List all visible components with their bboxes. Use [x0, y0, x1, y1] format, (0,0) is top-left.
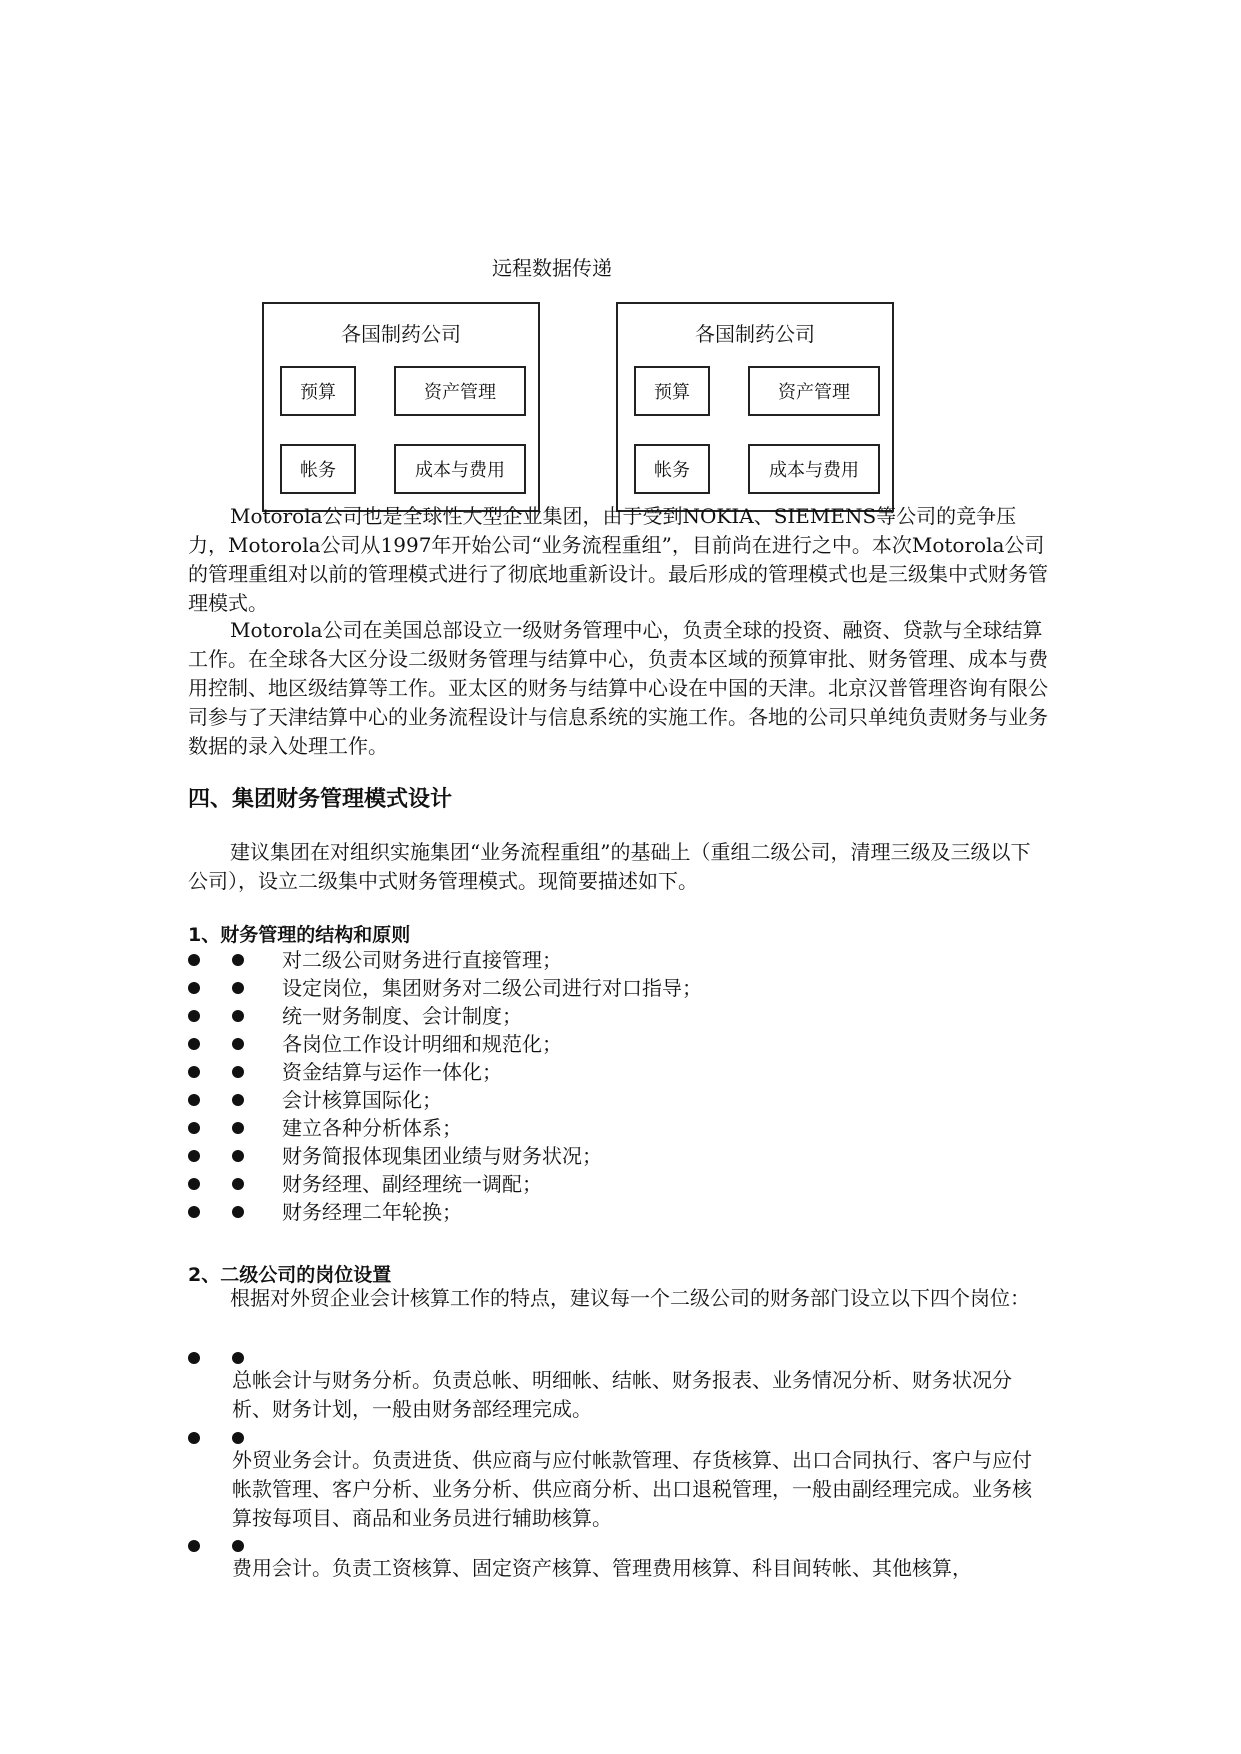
- list-item-text: 财务经理二年轮换；: [282, 1200, 462, 1224]
- position-description: 费用会计。负责工资核算、固定资产核算、管理费用核算、科目间转帐、其他核算，: [232, 1556, 972, 1580]
- position-description: 外贸业务会计。负责进货、供应商与应付帐款管理、存货核算、出口合同执行、客户与应付帐款管理、客户分析、业务分析、供应商分析、出口退税管理，一般由副经理完成。业务核算按每项目、商品和业务员进行辅助核算。: [232, 1448, 1032, 1530]
- section-intro: 建议集团在对组织实施集团“业务流程重组”的基础上（重组二级公司，清理三级及三级以下公司），设立二级集中式财务管理模式。现简要描述如下。: [188, 840, 1031, 893]
- bullet-icon: [232, 1352, 244, 1364]
- bullet-icon: [188, 1122, 200, 1134]
- company-box-left: [262, 302, 540, 512]
- module-cost-expense: 成本与费用: [394, 444, 526, 494]
- bullet-icon: [188, 1432, 200, 1444]
- module-budget: 预算: [634, 366, 710, 416]
- list-item-text: 财务简报体现集团业绩与财务状况；: [282, 1144, 602, 1168]
- paragraph-motorola-2: Motorola公司在美国总部设立一级财务管理中心，负责全球的投资、融资、贷款与全球结算工作。在全球各大区分设二级财务管理与结算中心，负责本区域的预算审批、财务管理、成本与费用控制、地区级结算等工作。亚太区的财务与结算中心设在中国的天津。北京汉普管理咨询有限公司参与了天津结算中心的业务流程设计与信息系统的实施工作。各地的公司只单纯负责财务与业务数据的录入处理工作。: [188, 618, 1048, 758]
- list-item-text: 统一财务制度、会计制度；: [282, 1004, 522, 1028]
- bullet-icon: [232, 1010, 244, 1022]
- company-box-title: 各国制药公司: [695, 322, 815, 346]
- bullet-icon: [188, 1540, 200, 1552]
- bullet-icon: [232, 1066, 244, 1078]
- company-box-title: 各国制药公司: [341, 322, 461, 346]
- bullet-icon: [188, 1352, 200, 1364]
- subsection-heading-2: 2、二级公司的岗位设置: [188, 1264, 392, 1286]
- list-item-text: 对二级公司财务进行直接管理；: [282, 948, 562, 972]
- module-accounts: 帐务: [280, 444, 356, 494]
- company-box-right: [616, 302, 894, 512]
- bullet-icon: [188, 954, 200, 966]
- diagram-caption: 远程数据传递: [492, 256, 612, 280]
- bullet-icon: [232, 1150, 244, 1162]
- bullet-icon: [188, 1206, 200, 1218]
- bullet-marker: [188, 1532, 248, 1552]
- position-description: 总帐会计与财务分析。负责总帐、明细帐、结帐、财务报表、业务情况分析、财务状况分析、财务计划，一般由财务部经理完成。: [232, 1368, 1012, 1421]
- list-item-text: 设定岗位，集团财务对二级公司进行对口指导；: [282, 976, 702, 1000]
- bullet-icon: [232, 1540, 244, 1552]
- bullet-icon: [232, 1094, 244, 1106]
- bullet-marker: [188, 1424, 248, 1444]
- bullet-icon: [232, 1178, 244, 1190]
- bullet-icon: [232, 954, 244, 966]
- module-accounts: 帐务: [634, 444, 710, 494]
- subsection-intro: 根据对外贸企业会计核算工作的特点，建议每一个二级公司的财务部门设立以下四个岗位：: [230, 1286, 1030, 1310]
- module-budget: 预算: [280, 366, 356, 416]
- module-cost-expense: 成本与费用: [748, 444, 880, 494]
- bullet-icon: [188, 1178, 200, 1190]
- bullet-icon: [232, 982, 244, 994]
- list-item-text: 财务经理、副经理统一调配；: [282, 1172, 542, 1196]
- list-item-text: 建立各种分析体系；: [282, 1116, 462, 1140]
- bullet-icon: [232, 1122, 244, 1134]
- bullet-icon: [188, 1150, 200, 1162]
- bullet-icon: [232, 1206, 244, 1218]
- bullet-icon: [232, 1038, 244, 1050]
- section-heading: 四、集团财务管理模式设计: [188, 787, 453, 812]
- subsection-heading-1: 1、财务管理的结构和原则: [188, 924, 411, 946]
- bullet-icon: [232, 1432, 244, 1444]
- module-asset-management: 资产管理: [394, 366, 526, 416]
- module-asset-management: 资产管理: [748, 366, 880, 416]
- bullet-icon: [188, 1038, 200, 1050]
- bullet-marker: [188, 1344, 248, 1364]
- list-item-text: 各岗位工作设计明细和规范化；: [282, 1032, 562, 1056]
- list-item-text: 会计核算国际化；: [282, 1088, 442, 1112]
- paragraph-motorola-1: Motorola公司也是全球性大型企业集团，由于受到NOKIA、SIEMENS等公司的竞争压力，Motorola公司从1997年开始公司“业务流程重组”，目前尚在进行之中。本次Motorola公司的管理重组对以前的管理模式进行了彻底地重新设计。最后形成的管理模式也是三级集中式财务管理模式。: [188, 504, 1048, 615]
- bullet-icon: [188, 1066, 200, 1078]
- bullet-icon: [188, 1010, 200, 1022]
- list-item-text: 资金结算与运作一体化；: [282, 1060, 502, 1084]
- bullet-icon: [188, 1094, 200, 1106]
- bullet-icon: [188, 982, 200, 994]
